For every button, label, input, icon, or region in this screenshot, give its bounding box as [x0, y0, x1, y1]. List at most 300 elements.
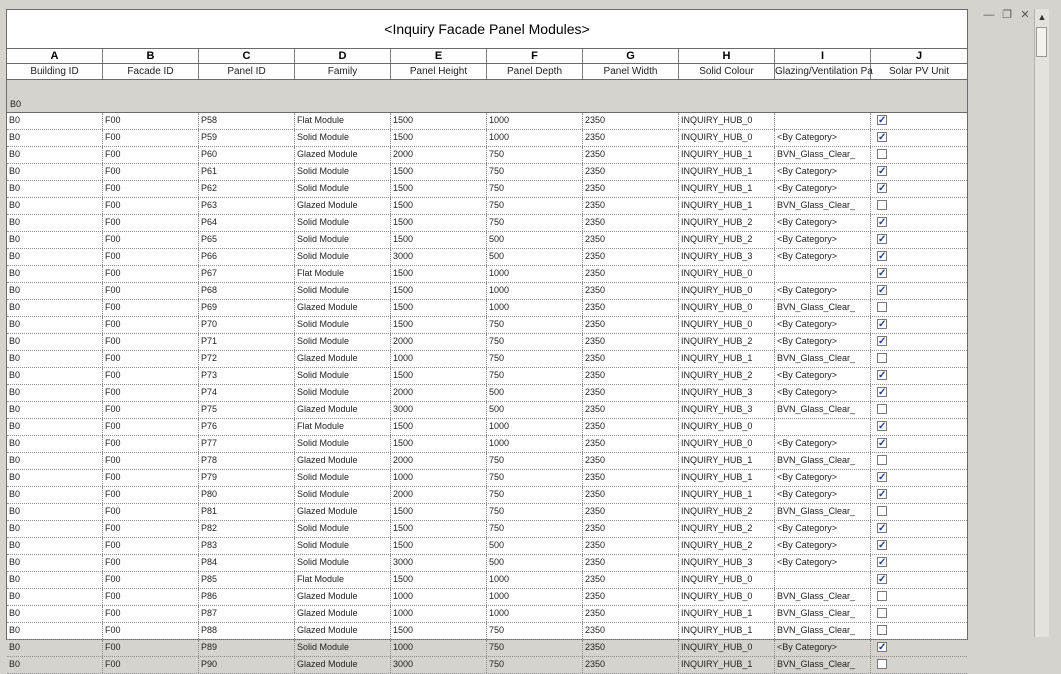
table-cell[interactable]: 2350: [583, 402, 679, 418]
solar-pv-checkbox[interactable]: [877, 319, 887, 329]
table-cell[interactable]: 2350: [583, 300, 679, 316]
table-cell[interactable]: F00: [103, 130, 199, 146]
table-cell[interactable]: P62: [199, 181, 295, 197]
table-cell[interactable]: 2350: [583, 266, 679, 282]
table-cell[interactable]: B0: [7, 385, 103, 401]
table-cell[interactable]: F00: [103, 181, 199, 197]
table-cell[interactable]: F00: [103, 368, 199, 384]
column-letter-j[interactable]: J: [915, 50, 923, 62]
scroll-up-icon[interactable]: ▲: [1037, 12, 1047, 22]
solar-pv-checkbox[interactable]: [877, 642, 887, 652]
table-cell[interactable]: 2350: [583, 538, 679, 554]
table-cell[interactable]: INQUIRY_HUB_1: [679, 470, 775, 486]
table-cell[interactable]: INQUIRY_HUB_0: [679, 113, 775, 129]
table-cell[interactable]: INQUIRY_HUB_2: [679, 521, 775, 537]
table-cell[interactable]: 2350: [583, 385, 679, 401]
table-cell[interactable]: 2350: [583, 130, 679, 146]
table-cell[interactable]: 1500: [391, 436, 487, 452]
table-cell[interactable]: 750: [487, 164, 583, 180]
table-cell[interactable]: 1500: [391, 130, 487, 146]
table-cell[interactable]: P84: [199, 555, 295, 571]
table-cell[interactable]: F00: [103, 232, 199, 248]
table-cell[interactable]: [775, 266, 871, 282]
table-cell[interactable]: 1500: [391, 419, 487, 435]
solar-pv-checkbox[interactable]: [877, 625, 887, 635]
table-cell[interactable]: 1000: [391, 470, 487, 486]
table-cell[interactable]: 750: [487, 351, 583, 367]
column-letter-a[interactable]: A: [7, 49, 103, 63]
table-cell[interactable]: INQUIRY_HUB_3: [679, 249, 775, 265]
table-cell[interactable]: 1000: [391, 606, 487, 622]
table-cell[interactable]: <By Category>: [775, 521, 871, 537]
table-cell[interactable]: [775, 113, 871, 129]
table-cell[interactable]: <By Category>: [775, 317, 871, 333]
table-cell[interactable]: Glazed Module: [295, 504, 391, 520]
table-cell[interactable]: B0: [7, 521, 103, 537]
solar-pv-checkbox[interactable]: [877, 540, 887, 550]
table-cell[interactable]: INQUIRY_HUB_3: [679, 402, 775, 418]
table-cell[interactable]: F00: [103, 572, 199, 588]
table-cell[interactable]: 1000: [487, 113, 583, 129]
column-header-c[interactable]: Panel ID: [199, 64, 295, 79]
table-cell[interactable]: F00: [103, 317, 199, 333]
table-cell[interactable]: <By Category>: [775, 538, 871, 554]
table-cell[interactable]: Glazed Module: [295, 606, 391, 622]
table-cell[interactable]: 750: [487, 453, 583, 469]
table-cell[interactable]: 1500: [391, 198, 487, 214]
table-cell[interactable]: 750: [487, 317, 583, 333]
table-cell[interactable]: 1500: [391, 300, 487, 316]
table-cell[interactable]: INQUIRY_HUB_2: [679, 334, 775, 350]
table-cell[interactable]: BVN_Glass_Clear_: [775, 402, 871, 418]
table-cell[interactable]: <By Category>: [775, 640, 871, 656]
table-cell[interactable]: P61: [199, 164, 295, 180]
table-cell[interactable]: 750: [487, 334, 583, 350]
solar-pv-checkbox[interactable]: [877, 370, 887, 380]
table-cell[interactable]: INQUIRY_HUB_1: [679, 351, 775, 367]
table-cell[interactable]: INQUIRY_HUB_2: [679, 538, 775, 554]
table-cell[interactable]: P77: [199, 436, 295, 452]
table-cell[interactable]: Solid Module: [295, 385, 391, 401]
table-cell[interactable]: F00: [103, 113, 199, 129]
table-cell[interactable]: P64: [199, 215, 295, 231]
table-cell[interactable]: F00: [103, 164, 199, 180]
table-cell[interactable]: F00: [103, 589, 199, 605]
table-cell[interactable]: Solid Module: [295, 470, 391, 486]
table-cell[interactable]: B0: [7, 283, 103, 299]
table-cell[interactable]: P85: [199, 572, 295, 588]
column-header-e[interactable]: Panel Height: [391, 64, 487, 79]
table-cell[interactable]: BVN_Glass_Clear_: [775, 657, 871, 673]
table-cell[interactable]: 2350: [583, 640, 679, 656]
table-cell[interactable]: 500: [487, 249, 583, 265]
table-cell[interactable]: F00: [103, 436, 199, 452]
column-header-g[interactable]: Panel Width: [583, 64, 679, 79]
table-cell[interactable]: INQUIRY_HUB_0: [679, 283, 775, 299]
table-cell[interactable]: F00: [103, 623, 199, 639]
table-cell[interactable]: <By Category>: [775, 487, 871, 503]
table-cell[interactable]: F00: [103, 215, 199, 231]
table-cell[interactable]: 1000: [487, 300, 583, 316]
table-cell[interactable]: 2350: [583, 572, 679, 588]
solar-pv-checkbox[interactable]: [877, 234, 887, 244]
table-cell[interactable]: 1500: [391, 317, 487, 333]
table-cell[interactable]: 2350: [583, 181, 679, 197]
column-header-i[interactable]: Glazing/Ventilation Pa: [775, 66, 873, 77]
table-cell[interactable]: 1000: [391, 640, 487, 656]
table-cell[interactable]: 2350: [583, 317, 679, 333]
table-cell[interactable]: F00: [103, 521, 199, 537]
table-cell[interactable]: B0: [7, 147, 103, 163]
table-cell[interactable]: BVN_Glass_Clear_: [775, 198, 871, 214]
solar-pv-checkbox[interactable]: [877, 353, 887, 363]
table-cell[interactable]: F00: [103, 453, 199, 469]
table-cell[interactable]: P68: [199, 283, 295, 299]
table-cell[interactable]: 2350: [583, 521, 679, 537]
column-header-h[interactable]: Solid Colour: [679, 64, 775, 79]
table-cell[interactable]: Glazed Module: [295, 402, 391, 418]
table-cell[interactable]: 1500: [391, 572, 487, 588]
table-cell[interactable]: <By Category>: [775, 164, 871, 180]
table-cell[interactable]: F00: [103, 419, 199, 435]
table-cell[interactable]: 3000: [391, 555, 487, 571]
table-cell[interactable]: B0: [7, 130, 103, 146]
table-cell[interactable]: F00: [103, 487, 199, 503]
table-cell[interactable]: 750: [487, 623, 583, 639]
table-cell[interactable]: F00: [103, 640, 199, 656]
table-cell[interactable]: P60: [199, 147, 295, 163]
solar-pv-checkbox[interactable]: [877, 166, 887, 176]
table-cell[interactable]: B0: [7, 249, 103, 265]
table-cell[interactable]: B0: [7, 215, 103, 231]
table-cell[interactable]: 1500: [391, 538, 487, 554]
table-cell[interactable]: P89: [199, 640, 295, 656]
table-cell[interactable]: <By Category>: [775, 130, 871, 146]
table-cell[interactable]: B0: [7, 504, 103, 520]
solar-pv-checkbox[interactable]: [877, 523, 887, 533]
table-cell[interactable]: 1000: [487, 283, 583, 299]
table-cell[interactable]: 2000: [391, 334, 487, 350]
table-cell[interactable]: P58: [199, 113, 295, 129]
table-cell[interactable]: 2350: [583, 147, 679, 163]
table-cell[interactable]: 1500: [391, 283, 487, 299]
table-cell[interactable]: BVN_Glass_Clear_: [775, 147, 871, 163]
table-cell[interactable]: 750: [487, 640, 583, 656]
table-cell[interactable]: 750: [487, 147, 583, 163]
table-cell[interactable]: Solid Module: [295, 130, 391, 146]
table-cell[interactable]: F00: [103, 385, 199, 401]
table-cell[interactable]: P79: [199, 470, 295, 486]
table-cell[interactable]: 2350: [583, 657, 679, 673]
table-cell[interactable]: 1500: [391, 181, 487, 197]
table-cell[interactable]: 3000: [391, 657, 487, 673]
table-cell[interactable]: BVN_Glass_Clear_: [775, 504, 871, 520]
table-cell[interactable]: F00: [103, 402, 199, 418]
table-cell[interactable]: 500: [487, 555, 583, 571]
table-cell[interactable]: F00: [103, 470, 199, 486]
table-cell[interactable]: [775, 572, 871, 588]
solar-pv-checkbox[interactable]: [877, 608, 887, 618]
table-cell[interactable]: <By Category>: [775, 283, 871, 299]
table-cell[interactable]: Glazed Module: [295, 589, 391, 605]
table-cell[interactable]: 1500: [391, 215, 487, 231]
table-cell[interactable]: 1000: [487, 606, 583, 622]
restore-icon[interactable]: ❐: [1002, 9, 1012, 21]
solar-pv-checkbox[interactable]: [877, 591, 887, 601]
table-cell[interactable]: 2350: [583, 555, 679, 571]
table-cell[interactable]: [775, 419, 871, 435]
table-cell[interactable]: 2350: [583, 436, 679, 452]
table-cell[interactable]: P90: [199, 657, 295, 673]
solar-pv-checkbox[interactable]: [877, 115, 887, 125]
solar-pv-checkbox[interactable]: [877, 132, 887, 142]
table-cell[interactable]: Solid Module: [295, 538, 391, 554]
table-cell[interactable]: 2350: [583, 453, 679, 469]
solar-pv-checkbox[interactable]: [877, 149, 887, 159]
table-cell[interactable]: Solid Module: [295, 368, 391, 384]
table-cell[interactable]: INQUIRY_HUB_0: [679, 130, 775, 146]
table-cell[interactable]: B0: [7, 113, 103, 129]
table-cell[interactable]: BVN_Glass_Clear_: [775, 300, 871, 316]
table-cell[interactable]: 2000: [391, 453, 487, 469]
table-cell[interactable]: B0: [7, 572, 103, 588]
table-cell[interactable]: 3000: [391, 249, 487, 265]
solar-pv-checkbox[interactable]: [877, 574, 887, 584]
table-cell[interactable]: BVN_Glass_Clear_: [775, 351, 871, 367]
solar-pv-checkbox[interactable]: [877, 557, 887, 567]
table-cell[interactable]: 500: [487, 402, 583, 418]
table-cell[interactable]: P73: [199, 368, 295, 384]
table-cell[interactable]: BVN_Glass_Clear_: [775, 453, 871, 469]
table-cell[interactable]: Glazed Module: [295, 300, 391, 316]
table-cell[interactable]: Glazed Module: [295, 147, 391, 163]
table-cell[interactable]: <By Category>: [775, 555, 871, 571]
table-cell[interactable]: 750: [487, 368, 583, 384]
table-cell[interactable]: 1500: [391, 113, 487, 129]
table-cell[interactable]: INQUIRY_HUB_2: [679, 368, 775, 384]
table-cell[interactable]: 750: [487, 657, 583, 673]
table-cell[interactable]: 1500: [391, 521, 487, 537]
table-cell[interactable]: F00: [103, 300, 199, 316]
table-cell[interactable]: P69: [199, 300, 295, 316]
table-cell[interactable]: <By Category>: [775, 368, 871, 384]
table-cell[interactable]: P82: [199, 521, 295, 537]
solar-pv-checkbox[interactable]: [877, 268, 887, 278]
table-cell[interactable]: 750: [487, 181, 583, 197]
table-cell[interactable]: 500: [487, 232, 583, 248]
table-cell[interactable]: INQUIRY_HUB_0: [679, 317, 775, 333]
table-cell[interactable]: 1000: [487, 266, 583, 282]
table-cell[interactable]: INQUIRY_HUB_1: [679, 606, 775, 622]
table-cell[interactable]: Solid Module: [295, 232, 391, 248]
table-cell[interactable]: INQUIRY_HUB_3: [679, 555, 775, 571]
table-cell[interactable]: 1000: [487, 436, 583, 452]
table-cell[interactable]: B0: [7, 487, 103, 503]
table-cell[interactable]: BVN_Glass_Clear_: [775, 606, 871, 622]
table-cell[interactable]: P87: [199, 606, 295, 622]
table-cell[interactable]: P88: [199, 623, 295, 639]
table-cell[interactable]: P80: [199, 487, 295, 503]
table-cell[interactable]: P75: [199, 402, 295, 418]
table-cell[interactable]: Glazed Module: [295, 623, 391, 639]
table-cell[interactable]: <By Category>: [775, 334, 871, 350]
solar-pv-checkbox[interactable]: [877, 489, 887, 499]
table-cell[interactable]: P76: [199, 419, 295, 435]
table-cell[interactable]: B0: [7, 368, 103, 384]
table-cell[interactable]: 1500: [391, 266, 487, 282]
table-cell[interactable]: Solid Module: [295, 436, 391, 452]
table-cell[interactable]: 2350: [583, 351, 679, 367]
table-cell[interactable]: INQUIRY_HUB_2: [679, 232, 775, 248]
table-cell[interactable]: <By Category>: [775, 470, 871, 486]
column-letter-d[interactable]: D: [295, 49, 391, 63]
table-cell[interactable]: INQUIRY_HUB_1: [679, 164, 775, 180]
table-cell[interactable]: B0: [7, 538, 103, 554]
table-cell[interactable]: 750: [487, 487, 583, 503]
table-cell[interactable]: <By Category>: [775, 215, 871, 231]
column-letter-b[interactable]: B: [103, 49, 199, 63]
table-cell[interactable]: Solid Module: [295, 640, 391, 656]
table-cell[interactable]: F00: [103, 555, 199, 571]
table-cell[interactable]: B0: [7, 317, 103, 333]
table-cell[interactable]: Glazed Module: [295, 453, 391, 469]
table-cell[interactable]: 2350: [583, 283, 679, 299]
table-cell[interactable]: INQUIRY_HUB_0: [679, 419, 775, 435]
table-cell[interactable]: 1500: [391, 623, 487, 639]
close-icon[interactable]: ✕: [1020, 9, 1030, 21]
table-cell[interactable]: 1000: [487, 130, 583, 146]
table-cell[interactable]: 500: [487, 538, 583, 554]
table-cell[interactable]: 2350: [583, 623, 679, 639]
table-cell[interactable]: <By Category>: [775, 436, 871, 452]
table-cell[interactable]: 750: [487, 521, 583, 537]
table-cell[interactable]: 1500: [391, 368, 487, 384]
table-cell[interactable]: INQUIRY_HUB_1: [679, 198, 775, 214]
table-cell[interactable]: INQUIRY_HUB_1: [679, 623, 775, 639]
solar-pv-checkbox[interactable]: [877, 336, 887, 346]
table-cell[interactable]: 1500: [391, 164, 487, 180]
column-header-j[interactable]: Solar PV Unit: [888, 66, 950, 77]
table-cell[interactable]: Solid Module: [295, 181, 391, 197]
table-cell[interactable]: P72: [199, 351, 295, 367]
table-cell[interactable]: Glazed Module: [295, 198, 391, 214]
table-cell[interactable]: B0: [7, 300, 103, 316]
table-cell[interactable]: Solid Module: [295, 487, 391, 503]
vertical-scrollbar[interactable]: [1034, 9, 1049, 637]
solar-pv-checkbox[interactable]: [877, 404, 887, 414]
table-cell[interactable]: 750: [487, 198, 583, 214]
table-cell[interactable]: Solid Module: [295, 334, 391, 350]
table-cell[interactable]: B0: [7, 419, 103, 435]
table-cell[interactable]: 750: [487, 215, 583, 231]
table-cell[interactable]: 750: [487, 470, 583, 486]
table-cell[interactable]: INQUIRY_HUB_0: [679, 436, 775, 452]
scrollbar-thumb[interactable]: [1036, 27, 1047, 57]
table-cell[interactable]: Glazed Module: [295, 657, 391, 673]
table-cell[interactable]: Solid Module: [295, 164, 391, 180]
table-cell[interactable]: Flat Module: [295, 419, 391, 435]
column-header-f[interactable]: Panel Depth: [487, 64, 583, 79]
column-header-d[interactable]: Family: [295, 64, 391, 79]
solar-pv-checkbox[interactable]: [877, 285, 887, 295]
table-cell[interactable]: P86: [199, 589, 295, 605]
table-cell[interactable]: 2350: [583, 589, 679, 605]
table-cell[interactable]: <By Category>: [775, 181, 871, 197]
table-cell[interactable]: 2350: [583, 334, 679, 350]
table-cell[interactable]: 2350: [583, 368, 679, 384]
table-cell[interactable]: P74: [199, 385, 295, 401]
table-cell[interactable]: B0: [7, 589, 103, 605]
table-cell[interactable]: B0: [7, 266, 103, 282]
table-cell[interactable]: B0: [7, 164, 103, 180]
table-cell[interactable]: 2350: [583, 164, 679, 180]
table-cell[interactable]: P71: [199, 334, 295, 350]
table-cell[interactable]: 2350: [583, 470, 679, 486]
table-cell[interactable]: B0: [7, 657, 103, 673]
table-cell[interactable]: P63: [199, 198, 295, 214]
table-cell[interactable]: 2350: [583, 504, 679, 520]
table-cell[interactable]: B0: [7, 555, 103, 571]
table-cell[interactable]: P83: [199, 538, 295, 554]
table-cell[interactable]: Solid Module: [295, 555, 391, 571]
table-cell[interactable]: INQUIRY_HUB_1: [679, 147, 775, 163]
table-cell[interactable]: INQUIRY_HUB_0: [679, 640, 775, 656]
table-cell[interactable]: INQUIRY_HUB_0: [679, 300, 775, 316]
column-letter-h[interactable]: H: [679, 49, 775, 63]
solar-pv-checkbox[interactable]: [877, 472, 887, 482]
table-cell[interactable]: INQUIRY_HUB_1: [679, 487, 775, 503]
table-cell[interactable]: B0: [7, 402, 103, 418]
table-cell[interactable]: F00: [103, 538, 199, 554]
table-cell[interactable]: F00: [103, 283, 199, 299]
table-cell[interactable]: P59: [199, 130, 295, 146]
table-cell[interactable]: 1000: [391, 589, 487, 605]
table-cell[interactable]: 500: [487, 385, 583, 401]
table-cell[interactable]: P65: [199, 232, 295, 248]
table-cell[interactable]: 750: [487, 504, 583, 520]
table-cell[interactable]: 2000: [391, 147, 487, 163]
table-cell[interactable]: 2000: [391, 487, 487, 503]
table-cell[interactable]: INQUIRY_HUB_0: [679, 572, 775, 588]
table-cell[interactable]: <By Category>: [775, 385, 871, 401]
table-cell[interactable]: P81: [199, 504, 295, 520]
table-cell[interactable]: P66: [199, 249, 295, 265]
column-header-a[interactable]: Building ID: [7, 64, 103, 79]
solar-pv-checkbox[interactable]: [877, 455, 887, 465]
solar-pv-checkbox[interactable]: [877, 438, 887, 448]
solar-pv-checkbox[interactable]: [877, 506, 887, 516]
column-letter-f[interactable]: F: [487, 49, 583, 63]
table-cell[interactable]: B0: [7, 606, 103, 622]
table-cell[interactable]: INQUIRY_HUB_2: [679, 215, 775, 231]
table-cell[interactable]: B0: [7, 640, 103, 656]
table-cell[interactable]: Flat Module: [295, 113, 391, 129]
table-cell[interactable]: B0: [7, 453, 103, 469]
column-letter-i[interactable]: I: [775, 49, 871, 63]
table-cell[interactable]: INQUIRY_HUB_3: [679, 385, 775, 401]
table-cell[interactable]: B0: [7, 181, 103, 197]
column-letter-e[interactable]: E: [391, 49, 487, 63]
table-cell[interactable]: F00: [103, 147, 199, 163]
table-cell[interactable]: 1000: [487, 419, 583, 435]
table-cell[interactable]: B0: [7, 623, 103, 639]
table-cell[interactable]: 3000: [391, 402, 487, 418]
table-cell[interactable]: F00: [103, 606, 199, 622]
table-cell[interactable]: <By Category>: [775, 249, 871, 265]
table-cell[interactable]: F00: [103, 351, 199, 367]
table-cell[interactable]: F00: [103, 266, 199, 282]
table-cell[interactable]: B0: [7, 198, 103, 214]
